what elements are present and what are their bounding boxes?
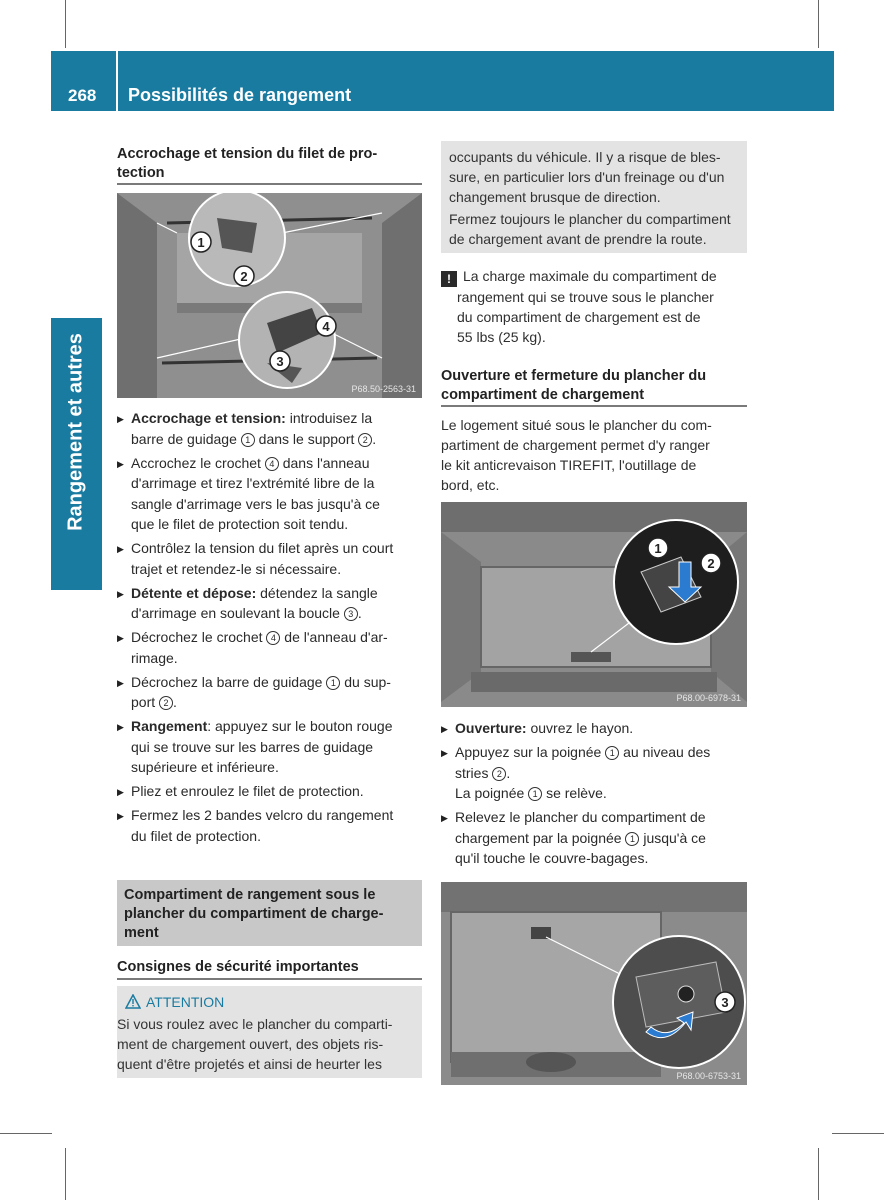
section-title: Accrochage et tension du filet de pro- tection xyxy=(117,146,378,181)
side-tab-label: Rangement et autres xyxy=(64,333,87,531)
callout-4-icon xyxy=(316,316,336,336)
page-number: 268 xyxy=(68,86,97,105)
section-title: Ouverture et fermeture du plancher du compartiment de chargement xyxy=(441,368,707,403)
attention-box-continued xyxy=(441,141,747,253)
list-item: ▶ Appuyez sur la poignée 1 au niveau des stries 2 . La poignée 1 se relève. xyxy=(441,742,751,804)
svg-text:3: 3 xyxy=(276,354,284,369)
attention-line: de chargement avant de prendre la route. xyxy=(449,231,707,247)
figure-code: P68.50-2563-31 xyxy=(351,384,416,394)
section-rule xyxy=(117,183,422,185)
svg-text:2: 2 xyxy=(240,269,248,284)
svg-text:4: 4 xyxy=(322,319,330,334)
crop-mark xyxy=(65,1148,66,1200)
callout-2-icon xyxy=(701,553,721,573)
cargo-floor-illustration xyxy=(441,502,747,707)
list-item: ▶ Décrochez le crochet 4 de l'anneau d'ar- rimage. xyxy=(117,627,427,668)
section-heading-box: Compartiment de rangement sous le plancher du compartiment de charge- ment xyxy=(117,880,422,946)
callout-1-icon xyxy=(648,538,668,558)
list-item: ▶ Ouverture: ouvrez le hayon. xyxy=(441,718,751,739)
list-item: ▶ Relevez le plancher du compartiment de chargement par la poignée 1 jusqu'à ce qu'il touche le couvre-bagages. xyxy=(441,807,751,869)
svg-text:3: 3 xyxy=(721,995,729,1010)
cargo-floor-raised-figure xyxy=(441,882,747,1085)
list-item: ▶ Contrôlez la tension du filet après un court trajet et retendez-le si nécessaire. xyxy=(117,538,427,579)
callout-3-icon xyxy=(270,351,290,371)
note: ! La charge maximale du compartiment de rangement qui se trouve sous le plancher du compartiment de chargement est de 55 lbs (25 kg). xyxy=(441,266,751,347)
intro-paragraph: Le logement situé sous le plancher du com- partiment de chargement permet d'y ranger le kit anticrevaison TIREFIT, l'outillage de bord, etc. xyxy=(441,417,712,493)
attention-line: changement brusque de direction. xyxy=(449,189,661,205)
crop-mark xyxy=(832,1133,884,1134)
subsection-title: Consignes de sécurité importantes xyxy=(117,959,359,975)
attention-line: occupants du véhicule. Il y a risque de bles- xyxy=(449,149,721,165)
crop-mark xyxy=(65,0,66,48)
figure-code: P68.00-6978-31 xyxy=(676,693,741,703)
crop-mark xyxy=(0,1133,52,1134)
svg-text:1: 1 xyxy=(654,541,662,556)
cargo-net-illustration xyxy=(117,193,422,398)
list-item: ▶ Décrochez la barre de guidage 1 du sup- port 2 . xyxy=(117,672,427,713)
exclamation-icon: ! xyxy=(441,271,457,287)
page-title: Possibilités de rangement xyxy=(128,85,352,105)
attention-header: ATTENTION xyxy=(125,992,224,1014)
list-item: ▶ Pliez et enroulez le filet de protection. xyxy=(117,781,427,802)
attention-line: ment de chargement ouvert, des objets ris- xyxy=(117,1036,384,1052)
callout-1-icon xyxy=(191,232,211,252)
crop-mark xyxy=(818,1148,819,1200)
list-item: ▶ Fermez les 2 bandes velcro du rangement du filet de protection. xyxy=(117,805,427,846)
header-separator xyxy=(116,51,118,111)
attention-line: Fermez toujours le plancher du compartiment xyxy=(449,211,731,227)
warning-triangle-icon xyxy=(125,994,141,1014)
section-rule xyxy=(441,405,747,407)
attention-line: sure, en particulier lors d'un freinage ou d'un xyxy=(449,169,725,185)
attention-box xyxy=(117,986,422,1078)
svg-text:2: 2 xyxy=(707,556,715,571)
list-item: ▶ Accrochage et tension: introduisez la barre de guidage 1 dans le support 2 . xyxy=(117,408,427,449)
section-rule xyxy=(117,978,422,980)
cargo-floor-figure xyxy=(441,502,747,707)
callout-2-icon xyxy=(234,266,254,286)
list-item: ▶ Rangement: appuyez sur le bouton rouge qui se trouve sur les barres de guidage supérieure et inférieure. xyxy=(117,716,427,778)
instruction-list xyxy=(117,408,427,850)
figure-code: P68.00-6753-31 xyxy=(676,1071,741,1081)
list-item: ▶ Accrochez le crochet 4 dans l'anneau d'arrimage et tirez l'extrémité libre de la sangle d'arrimage vers le bas jusqu'à ce que le filet de protection soit tendu. xyxy=(117,453,427,535)
instruction-list xyxy=(441,718,751,872)
attention-line: quent d'être projetés et ainsi de heurter les xyxy=(117,1056,382,1072)
cargo-net-figure xyxy=(117,193,422,398)
svg-text:1: 1 xyxy=(197,235,205,250)
callout-3-icon xyxy=(715,992,735,1012)
crop-mark xyxy=(818,0,819,48)
cargo-floor-raised-illustration xyxy=(441,882,747,1085)
list-item: ▶ Détente et dépose: détendez la sangle d'arrimage en soulevant la boucle 3 . xyxy=(117,583,427,624)
attention-line: Si vous roulez avec le plancher du comparti- xyxy=(117,1016,393,1032)
